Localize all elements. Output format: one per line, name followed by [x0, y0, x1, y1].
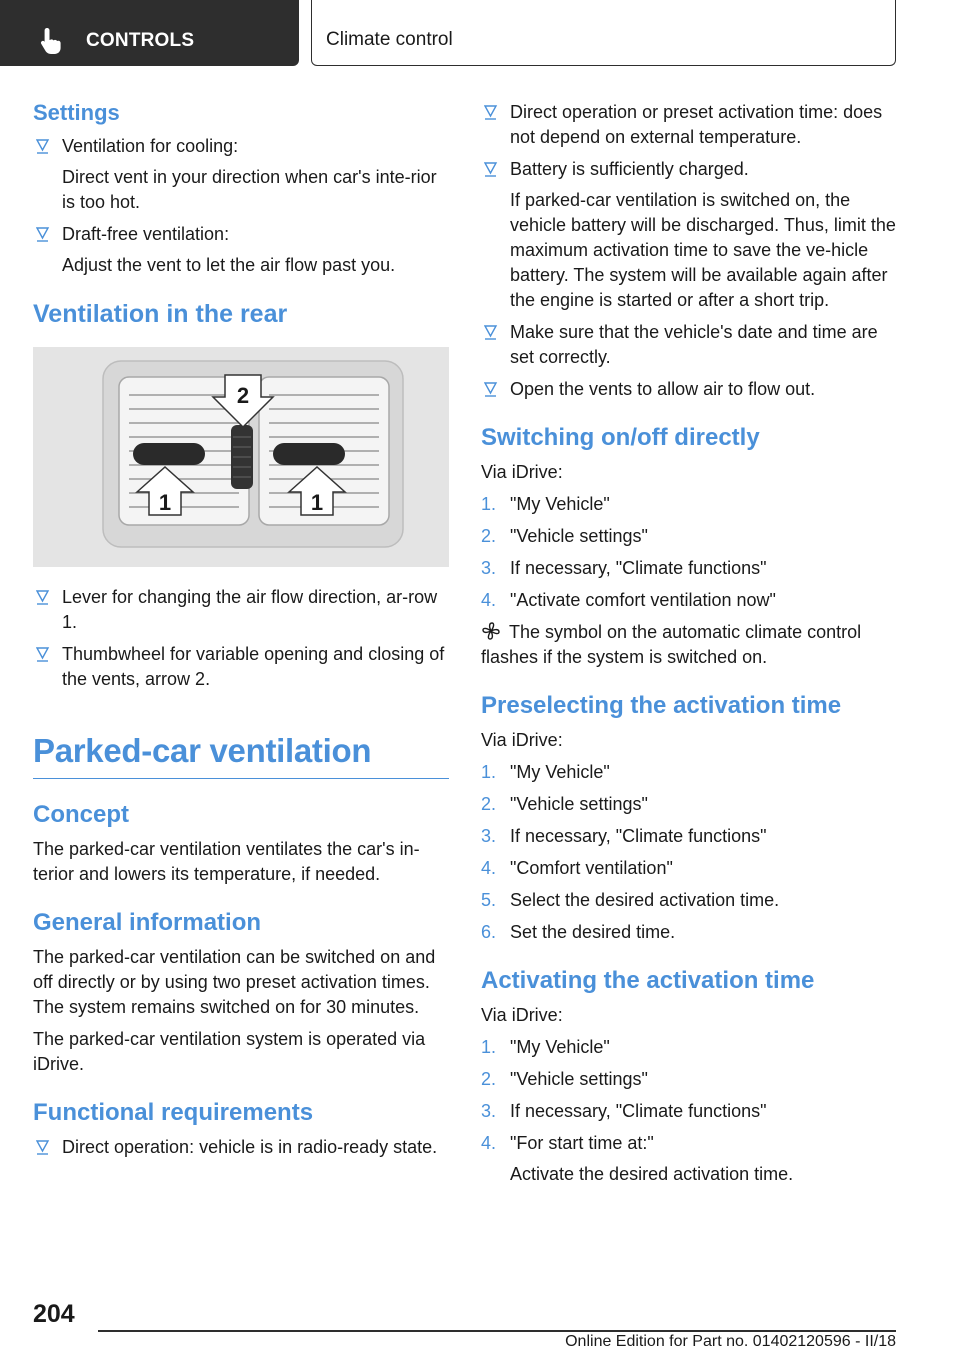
list-item: [481, 556, 897, 581]
step-text: "My Vehicle": [510, 1037, 610, 1057]
step-text: Set the desired time.: [510, 922, 676, 942]
step-text: "Activate comfort ventilation now": [510, 590, 776, 610]
figure-label: 1: [158, 490, 172, 515]
list-item: [33, 1135, 449, 1160]
general-text-1: The parked-car ventilation can be switched on and off directly or by using two preset activation times. The system remains switched on for 30 minutes.: [33, 947, 436, 1017]
triangle-bullet-icon: [36, 645, 50, 663]
step-number: 4.: [481, 1133, 497, 1153]
edition-text: Online Edition for Part no. 01402120596 - II/18: [565, 1333, 896, 1350]
list-item: [481, 856, 897, 881]
preselect-heading: Preselecting the activation time: [481, 692, 842, 719]
concept-text: The parked-car ventilation ventilates the car's in‐terior and lowers its temperature, if needed.: [33, 839, 420, 884]
step-text: Select the desired activation time.: [510, 890, 780, 910]
section-label: CONTROLS: [86, 30, 195, 51]
rear-heading: Ventilation in the rear: [33, 300, 288, 328]
left-column: [33, 100, 449, 1167]
activating-via: Via iDrive:: [481, 1005, 563, 1025]
list-item: [481, 588, 897, 613]
step-number: 1.: [481, 1037, 497, 1057]
list-item: [481, 157, 897, 313]
step-text: If necessary, "Climate functions": [510, 826, 767, 846]
list-item-sub: Direct vent in your direction when car's inte‐rior is too hot.: [62, 167, 437, 212]
switching-note: [481, 620, 897, 670]
settings-heading: Settings: [33, 100, 120, 125]
switching-steps: [481, 492, 897, 613]
list-item-text: Direct operation: vehicle is in radio-ready state.: [62, 1137, 438, 1157]
list-item-text: Lever for changing the air flow direction, ar‐row 1.: [62, 587, 438, 632]
step-text: If necessary, "Climate functions": [510, 1101, 767, 1121]
functional-heading: Functional requirements: [33, 1099, 314, 1126]
list-item: [33, 134, 449, 215]
hand-pointer-icon: [38, 26, 66, 56]
step-number: 3.: [481, 826, 497, 846]
settings-list: [33, 134, 449, 278]
step-text: "Vehicle settings": [510, 1069, 648, 1089]
step-number: 2.: [481, 1069, 497, 1089]
footer-divider: [98, 1330, 896, 1332]
step-number: 3.: [481, 1101, 497, 1121]
list-item: [481, 920, 897, 945]
requirements-list: [481, 100, 897, 402]
list-item: [481, 1131, 897, 1187]
activating-steps: [481, 1035, 897, 1187]
step-number: 4.: [481, 590, 497, 610]
step-number: 2.: [481, 794, 497, 814]
page-number: 204: [33, 1300, 75, 1328]
list-item: [481, 792, 897, 817]
list-item: [481, 1035, 897, 1060]
triangle-bullet-icon: [36, 137, 50, 155]
triangle-bullet-icon: [36, 588, 50, 606]
parked-heading: Parked-car ventilation: [33, 732, 449, 779]
switching-note-text: The symbol on the automatic climate control flashes if the system is switched on.: [481, 622, 862, 667]
list-item: [481, 1067, 897, 1092]
triangle-bullet-icon: [484, 103, 498, 121]
step-number: 4.: [481, 858, 497, 878]
step-text: "My Vehicle": [510, 762, 610, 782]
functional-list: [33, 1135, 449, 1160]
rear-list: [33, 585, 449, 692]
list-item: [481, 320, 897, 370]
preselect-via: Via iDrive:: [481, 730, 563, 750]
step-text: "Vehicle settings": [510, 526, 648, 546]
step-text: If necessary, "Climate functions": [510, 558, 767, 578]
list-item-sub: Adjust the vent to let the air flow past you.: [62, 255, 396, 275]
step-number: 1.: [481, 494, 497, 514]
step-number: 2.: [481, 526, 497, 546]
list-item: [481, 492, 897, 517]
triangle-bullet-icon: [484, 160, 498, 178]
figure-label: 1: [310, 490, 324, 515]
triangle-bullet-icon: [484, 380, 498, 398]
switching-heading: Switching on/off directly: [481, 424, 760, 451]
step-sub: Activate the desired activation time.: [510, 1164, 794, 1184]
section-tab: [0, 0, 299, 66]
figure-label: 2: [236, 383, 250, 408]
right-column: [481, 100, 897, 1194]
list-item: [33, 585, 449, 635]
list-item-text: Direct operation or preset activation time: does not depend on external temperature.: [510, 102, 883, 147]
concept-heading: Concept: [33, 801, 129, 828]
list-item-text: Open the vents to allow air to flow out.: [510, 379, 816, 399]
step-text: "Vehicle settings": [510, 794, 648, 814]
list-item: [481, 100, 897, 150]
chapter-title: Climate control: [326, 29, 453, 50]
step-text: "My Vehicle": [510, 494, 610, 514]
switching-via: Via iDrive:: [481, 462, 563, 482]
list-item: [33, 222, 449, 278]
step-text: "Comfort ventilation": [510, 858, 673, 878]
step-number: 1.: [481, 762, 497, 782]
step-text: "For start time at:": [510, 1133, 654, 1153]
step-number: 5.: [481, 890, 497, 910]
general-heading: General information: [33, 909, 262, 936]
list-item: [481, 377, 897, 402]
list-item-text: Battery is sufficiently charged.: [510, 159, 749, 179]
triangle-bullet-icon: [36, 1138, 50, 1156]
activating-heading: Activating the activation time: [481, 967, 815, 994]
list-item-text: Draft-free ventilation:: [62, 224, 230, 244]
chapter-title-box: [311, 0, 896, 66]
triangle-bullet-icon: [484, 323, 498, 341]
step-number: 3.: [481, 558, 497, 578]
step-number: 6.: [481, 922, 497, 942]
page-header: [0, 0, 960, 66]
rear-vent-illustration: [33, 347, 449, 567]
list-item-text: Thumbwheel for variable opening and closing of the vents, arrow 2.: [62, 644, 445, 689]
list-item: [481, 824, 897, 849]
preselect-steps: [481, 760, 897, 945]
general-text-2: The parked-car ventilation system is operated via iDrive.: [33, 1029, 426, 1074]
list-item: [481, 760, 897, 785]
fan-icon: [481, 621, 501, 641]
rear-vent-figure: [33, 347, 449, 567]
list-item: [33, 642, 449, 692]
list-item: [481, 524, 897, 549]
list-item-text: Make sure that the vehicle's date and time are set correctly.: [510, 322, 878, 367]
triangle-bullet-icon: [36, 225, 50, 243]
list-item-sub: If parked-car ventilation is switched on, the vehicle battery will be discharged. Thus, limit the maximum activation time to save the ve‐hicle battery. The system will be available again after the engine is started or after a short trip.: [510, 190, 896, 310]
list-item-text: Ventilation for cooling:: [62, 136, 239, 156]
list-item: [481, 1099, 897, 1124]
list-item: [481, 888, 897, 913]
